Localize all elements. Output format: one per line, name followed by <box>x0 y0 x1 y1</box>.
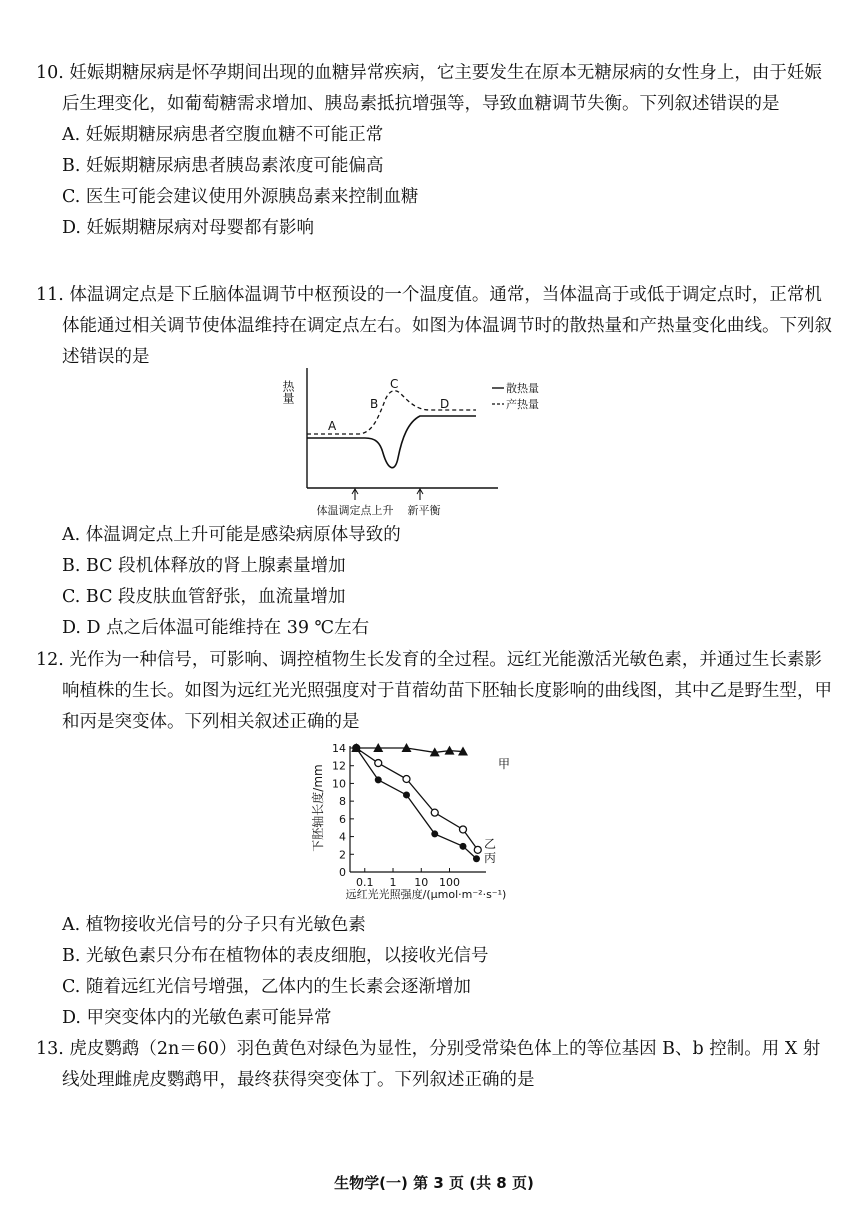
legend-dashed: 产热量 <box>506 398 539 411</box>
data-point <box>459 826 466 833</box>
question-stem: 10. 妊娠期糖尿病是怀孕期间出现的血糖异常疾病，它主要发生在原本无糖尿病的女性身上，由于妊娠后生理变化，如葡萄糖需求增加、胰岛素抵抗增强等，导致血糖调节失衡。下列叙述错误的是 <box>36 63 822 114</box>
data-point <box>445 746 455 755</box>
data-point <box>474 846 481 853</box>
legend-jia: 甲 <box>498 757 511 771</box>
point-b-label: B <box>370 397 379 411</box>
series-line-2 <box>356 748 476 859</box>
x-marker-setpoint: 体温调定点上升 <box>316 504 394 517</box>
y-tick-label: 4 <box>339 830 346 844</box>
x-tick-label: 10 <box>414 876 429 889</box>
point-d-label: D <box>440 397 450 411</box>
option-d: D. 妊娠期糖尿病对母婴都有影响 <box>62 218 315 238</box>
option-b: B. BC 段机体释放的肾上腺素量增加 <box>62 556 346 576</box>
x-marker-new-balance: 新平衡 <box>407 504 441 517</box>
x-axis-label: 远红光光照强度/(μmol·m⁻²·s⁻¹) <box>345 888 507 901</box>
y-tick-label: 10 <box>332 777 346 791</box>
data-point <box>473 855 480 862</box>
legend-bing: 丙 <box>484 851 497 865</box>
y-tick-label: 0 <box>339 866 346 879</box>
x-tick-label: 1 <box>389 876 397 889</box>
option-c: C. 医生可能会建议使用外源胰岛素来控制血糖 <box>62 187 419 207</box>
thermoregulation-figure <box>280 358 580 520</box>
x-tick-label: 100 <box>439 876 461 889</box>
option-b: B. 光敏色素只分布在植物体的表皮细胞，以接收光信号 <box>62 946 489 966</box>
data-point <box>431 830 438 837</box>
legend-yi: 乙 <box>484 837 497 851</box>
question-12 <box>36 645 836 738</box>
point-c-label: C <box>390 377 399 391</box>
question-stem: 13. 虎皮鹦鹉（2n＝60）羽色黄色对绿色为显性，分别受常染色体上的等位基因 B、b 控制。用 X 射线处理雌虎皮鹦鹉甲，最终获得突变体丁。下列叙述正确的是 <box>36 1039 821 1090</box>
option-a: A. 植物接收光信号的分子只有光敏色素 <box>62 915 366 935</box>
question-stem: 11. 体温调定点是下丘脑体温调节中枢预设的一个温度值。通常，当体温高于或低于调定点时，正常机体能通过相关调节使体温维持在调定点左右。如图为体温调节时的散热量和产热量变化曲线。下列叙述错误的是 <box>36 285 832 367</box>
y-tick-label: 8 <box>339 795 346 809</box>
y-axis-label: 热量 <box>281 380 295 404</box>
question-11-options <box>36 520 836 644</box>
question-10 <box>36 58 836 244</box>
option-a: A. 妊娠期糖尿病患者空腹血糖不可能正常 <box>62 125 384 145</box>
data-point <box>403 776 410 783</box>
data-point <box>459 843 466 850</box>
question-13 <box>36 1034 836 1096</box>
data-point <box>403 791 410 798</box>
option-d: D. 甲突变体内的光敏色素可能异常 <box>62 1008 332 1028</box>
page-footer: 生物学(一) 第 3 页 (共 8 页) <box>334 1174 534 1192</box>
option-a: A. 体温调定点上升可能是感染病原体导致的 <box>62 525 401 545</box>
y-tick-label: 6 <box>339 812 346 826</box>
option-c: C. BC 段皮肤血管舒张，血流量增加 <box>62 587 346 607</box>
point-a-label: A <box>328 419 337 433</box>
hypocotyl-length-chart <box>308 738 558 910</box>
option-c: C. 随着远红光信号增强，乙体内的生长素会逐渐增加 <box>62 977 471 997</box>
option-d: D. D 点之后体温可能维持在 39 ℃左右 <box>62 618 370 638</box>
data-point <box>431 809 438 816</box>
y-tick-label: 2 <box>339 848 346 862</box>
y-tick-label: 12 <box>332 759 346 773</box>
legend-solid: 散热量 <box>506 382 539 395</box>
y-axis-label: 下胚轴长度/mm <box>311 764 325 852</box>
x-tick-label: 0.1 <box>356 876 374 889</box>
data-point <box>375 776 382 783</box>
data-point <box>353 745 360 752</box>
y-tick-label: 14 <box>332 742 346 755</box>
question-12-options <box>36 910 836 1034</box>
data-point <box>375 760 382 767</box>
question-stem: 12. 光作为一种信号，可影响、调控植物生长发育的全过程。远红光能激活光敏色素，并通过生长素影响植株的生长。如图为远红光光照强度对于苜蓿幼苗下胚轴长度影响的曲线图，其中乙是野生型，甲和丙是突变体。下列相关叙述正确的是 <box>36 650 832 732</box>
option-b: B. 妊娠期糖尿病患者胰岛素浓度可能偏高 <box>62 156 384 176</box>
